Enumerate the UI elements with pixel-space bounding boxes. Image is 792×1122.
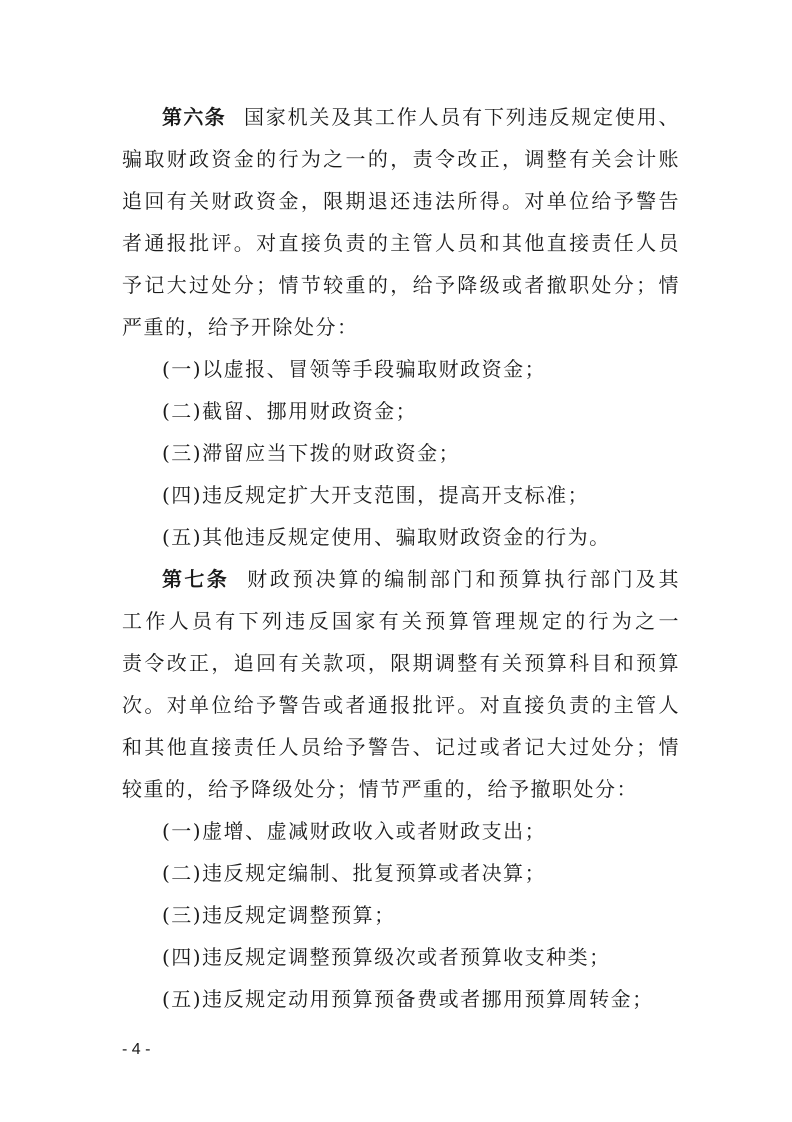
- article-7-line-1: 财政预决算的编制部门和预算执行部门及其: [247, 567, 680, 591]
- article-6-line-1: 国家机关及其工作人员有下列违反规定使用、: [243, 105, 680, 129]
- article-7-line-3: 责令改正，追回有关款项，限期调整有关预算科目和预算: [122, 651, 680, 675]
- article-6-item-4: (四)违反规定扩大开支范围，提高开支标准；: [162, 483, 590, 507]
- article-7-item-3: (三)违反规定调整预算；: [162, 903, 396, 927]
- article-7-item-1: (一)虚增、虚减财政收入或者财政支出；: [162, 819, 547, 843]
- article-7-line-6: 较重的，给予降级处分；情节严重的，给予撤职处分：: [122, 777, 638, 801]
- article-6-line-2: 骗取财政资金的行为之一的，责令改正，调整有关会计账: [122, 147, 680, 171]
- article-6-line-4: 者通报批评。对直接负责的主管人员和其他直接责任人员: [122, 231, 680, 255]
- article-6-first-line: [162, 102, 680, 132]
- article-6-line-6: 严重的，给予开除处分：: [122, 315, 359, 339]
- page-number: - 4 -: [122, 1041, 151, 1058]
- article-7-line-5: 和其他直接责任人员给予警告、记过或者记大过处分；情: [122, 735, 680, 759]
- article-7-heading: 第七条: [162, 567, 230, 591]
- article-6-item-5: (五)其他违反规定使用、骗取财政资金的行为。: [162, 525, 611, 549]
- article-6-item-2: (二)截留、挪用财政资金；: [162, 399, 418, 423]
- article-7-item-5: (五)违反规定动用预算预备费或者挪用预算周转金；: [162, 987, 654, 1011]
- article-6-line-5: 予记大过处分；情节较重的，给予降级或者撤职处分；情: [122, 273, 680, 297]
- article-7-item-2: (二)违反规定编制、批复预算或者决算；: [162, 861, 547, 885]
- article-7-line-2: 工作人员有下列违反国家有关预算管理规定的行为之一: [122, 609, 680, 633]
- article-7-line-4: 次。对单位给予警告或者通报批评。对直接负责的主管人: [122, 693, 680, 717]
- article-6-item-1: (一)以虚报、冒领等手段骗取财政资金；: [162, 357, 547, 381]
- article-6-item-3: (三)滞留应当下拨的财政资金；: [162, 441, 461, 465]
- article-7-first-line: [162, 564, 680, 594]
- article-6-line-3: 追回有关财政资金，限期退还违法所得。对单位给予警告: [122, 189, 680, 213]
- article-7-item-4: (四)违反规定调整预算级次或者预算收支种类；: [162, 945, 611, 969]
- article-6-heading: 第六条: [162, 105, 226, 129]
